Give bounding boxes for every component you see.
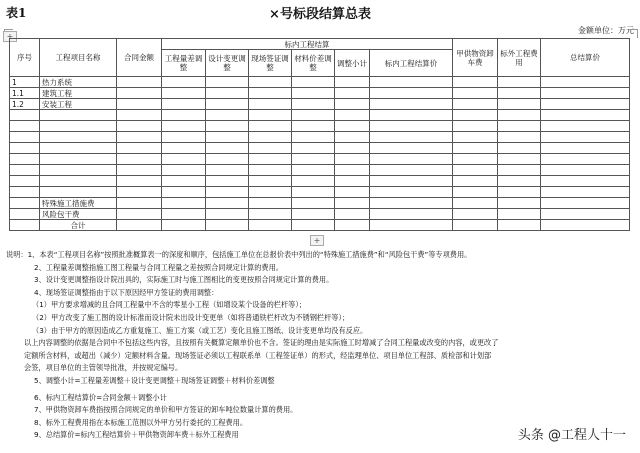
cell-value — [162, 165, 206, 176]
cell-value — [117, 88, 162, 99]
cell-value — [541, 143, 630, 154]
cell-value — [162, 99, 206, 110]
cell-value — [541, 154, 630, 165]
cell-value — [335, 143, 370, 154]
cell-seq — [10, 165, 40, 176]
cell-seq — [10, 121, 40, 132]
table-row — [10, 187, 630, 198]
cell-value — [162, 121, 206, 132]
cell-value — [206, 143, 249, 154]
cell-value — [292, 143, 335, 154]
cell-value — [453, 176, 498, 187]
cell-value — [249, 220, 292, 231]
cell-seq — [10, 132, 40, 143]
cell-value — [206, 132, 249, 143]
cell-value — [370, 154, 453, 165]
col-header-owner-material: 甲供物资卸车费 — [453, 39, 498, 77]
note-line: （2）甲方改变了施工图的设计标准而设计院未出设计变更单（如将普通铁栏杆改为不锈钢栏杆等）； — [32, 312, 350, 322]
table-row — [10, 176, 630, 187]
cell-value — [370, 143, 453, 154]
cell-value — [206, 121, 249, 132]
cell-value — [162, 176, 206, 187]
cell-seq — [10, 187, 40, 198]
cell-value — [292, 99, 335, 110]
cell-value — [498, 198, 541, 209]
col-header-seq: 序号 — [10, 39, 40, 77]
cell-value — [498, 77, 541, 88]
note-line: 2、工程量差调整指施工图工程量与合同工程量之差按照合同规定计算的费用。 — [34, 262, 283, 272]
cell-value — [117, 198, 162, 209]
cell-value — [453, 198, 498, 209]
cell-value — [335, 165, 370, 176]
col-header-name: 工程项目名称 — [40, 39, 117, 77]
cell-value — [292, 209, 335, 220]
note-line: （1）甲方要求增减的且合同工程量中不含的零星小工程（如增设某个设备的栏杆等）； — [32, 300, 307, 310]
cell-name: 安装工程 — [40, 99, 117, 110]
cell-value — [370, 77, 453, 88]
table-row — [10, 88, 630, 99]
cell-value — [162, 198, 206, 209]
cell-value — [117, 99, 162, 110]
table-row — [10, 99, 630, 110]
note-line: 9、总结算价=标内工程结算价＋甲供物资卸车费＋标外工程费用 — [34, 430, 239, 440]
note-line: （3）由于甲方的原因造成乙方重复施工、施工方案（或工艺）变化且施工图纸、设计变更单均没有反应。 — [32, 325, 368, 335]
cell-value — [453, 165, 498, 176]
cell-name: 风险包干费 — [40, 209, 117, 220]
cell-value — [370, 132, 453, 143]
cell-seq — [10, 220, 40, 231]
cell-value — [541, 187, 630, 198]
cell-value — [370, 110, 453, 121]
cell-name: 建筑工程 — [40, 88, 117, 99]
cell-value — [498, 209, 541, 220]
cell-value — [453, 77, 498, 88]
cell-value — [249, 132, 292, 143]
cell-value — [453, 121, 498, 132]
cell-value — [249, 110, 292, 121]
cell-value — [541, 209, 630, 220]
cell-value — [292, 121, 335, 132]
cell-value — [162, 77, 206, 88]
page-corner-mark — [629, 29, 638, 38]
cell-value — [292, 187, 335, 198]
cell-name: 合计 — [40, 220, 117, 231]
cell-value — [335, 99, 370, 110]
table-row — [10, 132, 630, 143]
watermark: 头条 @工程人十一 — [517, 428, 626, 443]
cell-name: 特殊施工措施费 — [40, 198, 117, 209]
cell-value — [249, 176, 292, 187]
cell-value — [453, 187, 498, 198]
cell-value — [206, 88, 249, 99]
cell-value — [335, 88, 370, 99]
cell-seq: 1 — [10, 77, 40, 88]
cell-value — [249, 187, 292, 198]
cell-seq — [10, 176, 40, 187]
col-header-contract: 合同金额 — [117, 39, 162, 77]
header-row — [10, 39, 630, 50]
table-row — [10, 198, 630, 209]
cell-value — [453, 99, 498, 110]
cell-value — [206, 220, 249, 231]
col-header-site-adj: 现场签证调整 — [249, 50, 292, 77]
cell-value — [453, 132, 498, 143]
cell-value — [249, 165, 292, 176]
cell-value — [370, 209, 453, 220]
table-row — [10, 121, 630, 132]
cell-value — [292, 88, 335, 99]
cell-value — [206, 209, 249, 220]
cell-value — [162, 110, 206, 121]
cell-seq — [10, 154, 40, 165]
cell-value — [370, 121, 453, 132]
document-title: ×号标段结算总表 — [269, 7, 371, 22]
table-row — [10, 165, 630, 176]
cell-value — [541, 176, 630, 187]
col-header-material-adj: 材料价差调整 — [292, 50, 335, 77]
cell-value — [249, 198, 292, 209]
cell-name — [40, 121, 117, 132]
col-header-total: 总结算价 — [541, 39, 630, 77]
cell-value — [541, 220, 630, 231]
cell-value — [206, 110, 249, 121]
cell-seq — [10, 209, 40, 220]
cell-value — [249, 99, 292, 110]
cell-value — [292, 198, 335, 209]
cell-value — [541, 88, 630, 99]
cell-value — [498, 187, 541, 198]
cell-value — [498, 154, 541, 165]
cell-value — [292, 220, 335, 231]
cell-value — [206, 99, 249, 110]
note-line: 说明：1、本表“工程项目名称”按照批准概算表一的深度和顺序，包括施工单位在总报价表中列出的“特殊施工措施费”和“风险包干费”等专项费用。 — [6, 250, 472, 259]
col-header-in-price: 标内工程结算价 — [370, 50, 453, 77]
cell-value — [206, 176, 249, 187]
cell-value — [162, 154, 206, 165]
cell-value — [162, 132, 206, 143]
table-row — [10, 209, 630, 220]
cell-value — [206, 77, 249, 88]
cell-value — [370, 187, 453, 198]
notes-section — [6, 249, 636, 442]
cell-value — [292, 165, 335, 176]
cell-value — [453, 110, 498, 121]
cell-value — [370, 99, 453, 110]
cell-value — [335, 77, 370, 88]
cell-value — [370, 88, 453, 99]
cell-name — [40, 143, 117, 154]
cell-name — [40, 165, 117, 176]
cell-value — [370, 165, 453, 176]
cell-value — [498, 220, 541, 231]
cell-value — [162, 187, 206, 198]
cell-seq — [10, 198, 40, 209]
cell-value — [249, 209, 292, 220]
table-move-handle[interactable]: + — [3, 31, 17, 42]
cell-value — [453, 209, 498, 220]
note-line: 6、标内工程结算价=合同金额＋调整小计 — [34, 392, 167, 402]
cell-value — [117, 154, 162, 165]
cell-value — [117, 132, 162, 143]
cell-value — [335, 132, 370, 143]
cell-value — [249, 88, 292, 99]
cell-value — [370, 176, 453, 187]
cell-value — [453, 143, 498, 154]
cell-value — [370, 198, 453, 209]
table-label: 表1 — [6, 6, 27, 20]
cell-value — [292, 176, 335, 187]
cell-name — [40, 176, 117, 187]
cell-value — [117, 77, 162, 88]
cell-value — [453, 154, 498, 165]
cell-value — [541, 99, 630, 110]
cell-name — [40, 110, 117, 121]
cell-value — [117, 209, 162, 220]
cell-value — [541, 165, 630, 176]
unit-label: 金额单位：万元 — [578, 26, 634, 35]
cell-seq — [10, 143, 40, 154]
cell-value — [335, 220, 370, 231]
cell-value — [206, 165, 249, 176]
note-line: 4、现场签证调整指由于以下原因经甲方签证的费用调整： — [34, 287, 219, 297]
cell-name — [40, 132, 117, 143]
note-line: 5、调整小计=工程量差调整＋设计变更调整＋现场签证调整＋材料价差调整 — [34, 375, 275, 385]
cell-name — [40, 187, 117, 198]
cell-value — [335, 110, 370, 121]
cell-value — [162, 220, 206, 231]
table-row — [10, 143, 630, 154]
cell-value — [335, 187, 370, 198]
cell-value — [117, 165, 162, 176]
cell-name: 热力系统 — [40, 77, 117, 88]
cell-value — [117, 187, 162, 198]
table-row — [10, 220, 630, 231]
settlement-table — [9, 38, 630, 231]
cell-value — [498, 88, 541, 99]
note-line: 7、甲供物资卸车费指按照合同规定的单价和甲方签证的卸车吨位数量计算的费用。 — [34, 405, 298, 415]
cell-value — [117, 110, 162, 121]
table-row — [10, 110, 630, 121]
cell-value — [206, 187, 249, 198]
cell-value — [541, 110, 630, 121]
cell-value — [117, 176, 162, 187]
cell-value — [335, 154, 370, 165]
group-header: 标内工程结算 — [162, 39, 453, 50]
cell-value — [292, 154, 335, 165]
cell-value — [453, 220, 498, 231]
cell-value — [498, 110, 541, 121]
cell-value — [249, 77, 292, 88]
cell-value — [292, 132, 335, 143]
cell-value — [498, 165, 541, 176]
cell-value — [498, 132, 541, 143]
note-line: 会签，项目单位的主管领导批准，并按规定编号。 — [24, 363, 183, 373]
cell-seq: 1.1 — [10, 88, 40, 99]
cell-value — [206, 154, 249, 165]
cell-value — [541, 132, 630, 143]
cell-value — [162, 209, 206, 220]
cell-value — [335, 198, 370, 209]
cell-value — [117, 220, 162, 231]
cell-value — [249, 121, 292, 132]
cell-seq: 1.2 — [10, 99, 40, 110]
cell-value — [162, 88, 206, 99]
cell-value — [335, 209, 370, 220]
cell-value — [498, 99, 541, 110]
table-row — [10, 154, 630, 165]
cell-value — [453, 88, 498, 99]
note-line: 定额所含材料，或超出（减少）定额材料含量。现场签证必须以工程联系单（工程签证单）的形式，经监理单位、项目单位工程部、质检部和计划部 — [24, 350, 492, 360]
cell-value — [249, 154, 292, 165]
table-resize-handle[interactable]: + — [310, 235, 324, 246]
table-row — [10, 77, 630, 88]
col-header-design-adj: 设计变更调整 — [206, 50, 249, 77]
cell-value — [117, 143, 162, 154]
note-line: 8、标外工程费用指在本标施工范围以外甲方另行委托的工程费用。 — [34, 417, 248, 427]
col-header-out-cost: 标外工程费用 — [498, 39, 541, 77]
cell-value — [498, 121, 541, 132]
cell-seq — [10, 110, 40, 121]
note-line: 以上内容调整的依据是合同中不包括这些内容，且按照有关概算定额单价也不含。签证的理由是实际施工时增减了合同工程量或改变的内容，或更改了 — [24, 338, 499, 348]
cell-value — [541, 121, 630, 132]
col-header-adj-subtotal: 调整小计 — [335, 50, 370, 77]
cell-name — [40, 154, 117, 165]
note-line: 3、设计变更调整指设计院出具的，实际施工时与施工图相比的变更按照合同规定计算的费用。 — [34, 275, 334, 285]
cell-value — [292, 110, 335, 121]
cell-value — [335, 176, 370, 187]
cell-value — [206, 198, 249, 209]
cell-value — [335, 121, 370, 132]
cell-value — [162, 143, 206, 154]
cell-value — [292, 77, 335, 88]
cell-value — [498, 143, 541, 154]
cell-value — [117, 121, 162, 132]
cell-value — [541, 77, 630, 88]
cell-value — [498, 176, 541, 187]
cell-value — [541, 198, 630, 209]
cell-value — [370, 220, 453, 231]
cell-value — [249, 143, 292, 154]
col-header-qty-adj: 工程量差调整 — [162, 50, 206, 77]
